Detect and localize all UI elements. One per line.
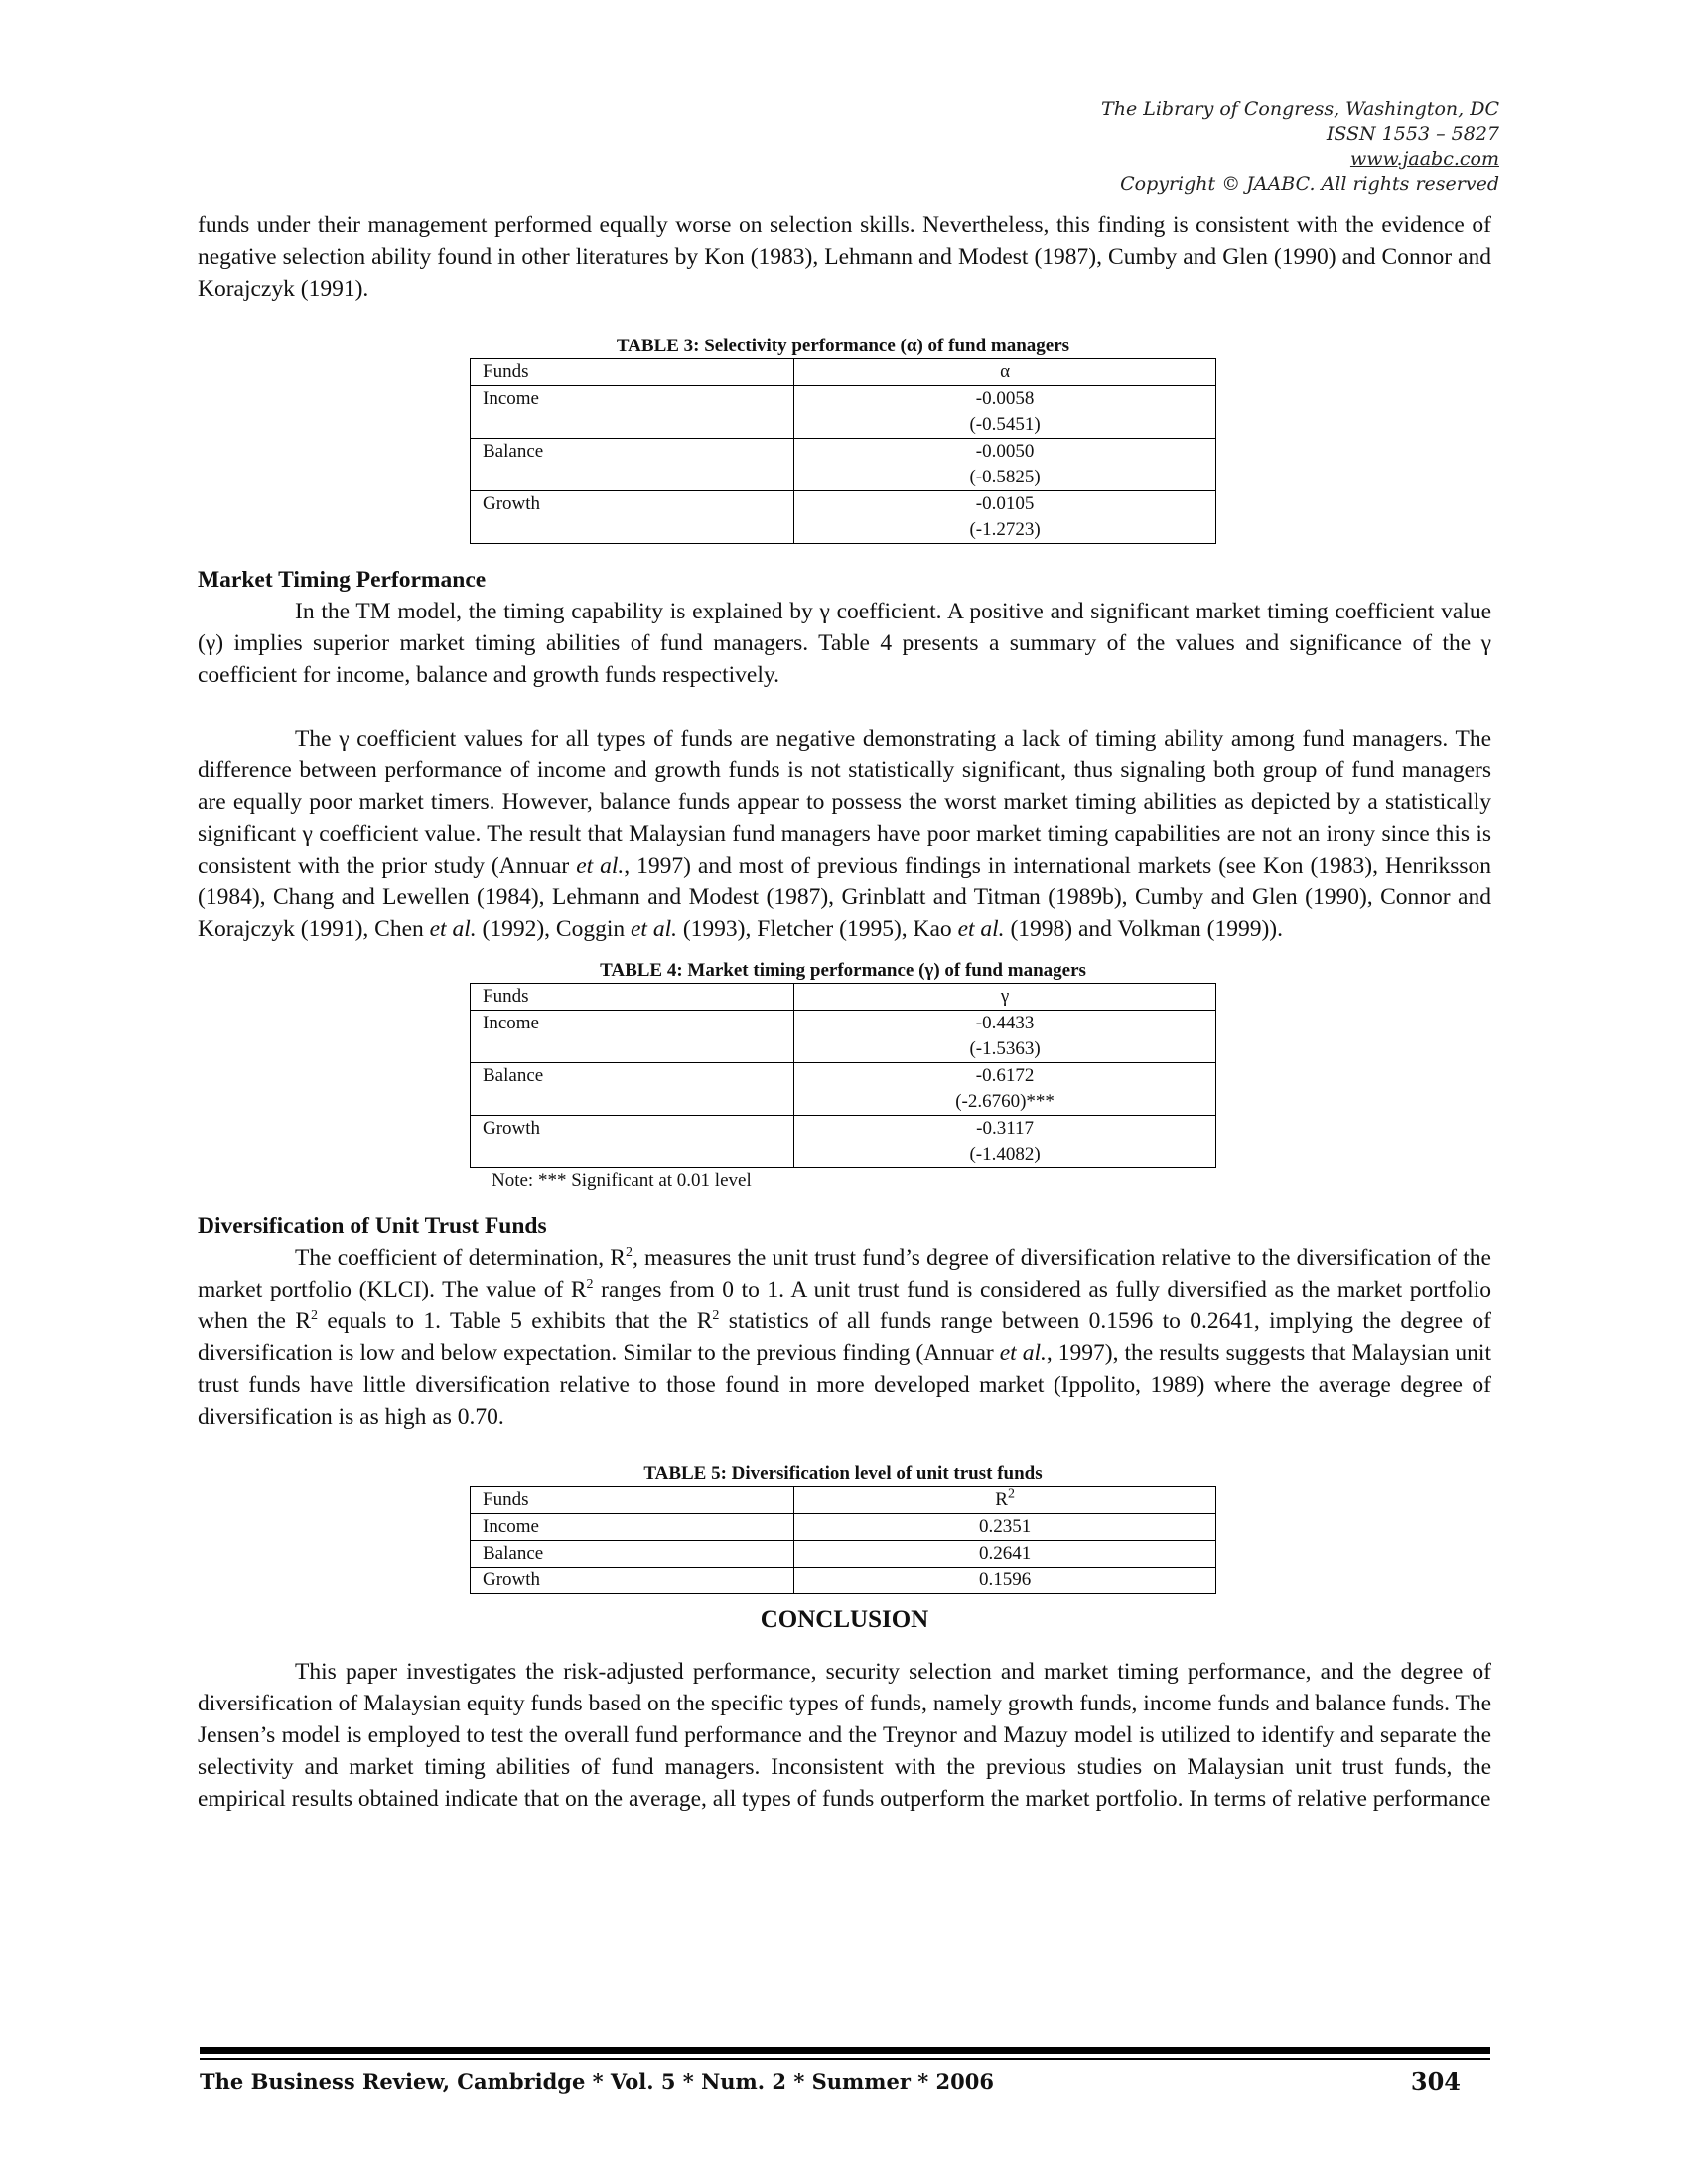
table-row: [471, 1011, 1216, 1063]
fund-name: Balance: [471, 1063, 794, 1116]
table-header-funds: Funds: [471, 359, 794, 386]
journal-footer: [200, 2065, 1461, 2099]
table-header-row: [471, 1487, 1216, 1514]
t-statistic: (-2.6760)***: [955, 1091, 1055, 1112]
footer-rule-thin: [200, 2058, 1490, 2060]
table-header-alpha: α: [794, 359, 1216, 386]
t-statistic: (-0.5451): [969, 414, 1041, 435]
fund-name: Balance: [471, 439, 794, 491]
header-website-link[interactable]: www.jaabc.com: [1349, 148, 1499, 170]
table-header-row: [471, 984, 1216, 1011]
coefficient-value: -0.6172: [975, 1065, 1035, 1086]
conclusion-paragraph: This paper investigates the risk-adjusted performance, security selection and market timing performance, and the degree of diversification of Malaysian equity funds based on the specific types of funds, namely growth funds, income funds and balance funds. The Jensen’s model is employed to test the overall fund performance and the Treynor and Mazuy model is utilized to identify and separate the selectivity and market timing abilities of fund managers. Inconsistent with the previous studies on Malaysian unit trust funds, the empirical results obtained indicate that on the average, all types of funds outperform the market portfolio. In terms of relative performance: [198, 1659, 1491, 1812]
page-body: [198, 209, 1491, 1815]
table-row: [471, 439, 1216, 491]
timing-paragraph-2: The γ coefficient values for all types of funds are negative demonstrating a lack of timing ability among fund managers. The difference between performance of income and growth funds is not statistically significant, thus signaling both group of fund managers are equally poor market timers. However, balance funds appear to possess the worst market timing abilities as depicted by a statistically significant γ coefficient value. The result that Malaysian fund managers have poor market timing capabilities are not an irony since this is consistent with the prior study (Annuar et al., 1997) and most of previous findings in international markets (see Kon (1983), Henriksson (1984), Chang and Lewellen (1984), Lehmann and Modest (1987), Grinblatt and Titman (1989b), Cumby and Glen (1990), Connor and Korajczyk (1991), Chen et al. (1992), Coggin et al. (1993), Fletcher (1995), Kao et al. (1998) and Volkman (1999)).: [198, 726, 1492, 942]
fund-name: Growth: [471, 491, 794, 544]
table-row: [471, 1514, 1216, 1541]
journal-header: [1003, 97, 1499, 197]
table-3-caption: TABLE 3: Selectivity performance (α) of fund managers: [616, 336, 1070, 356]
fund-name: Income: [471, 386, 794, 439]
table-4-note: Note: *** Significant at 0.01 level: [492, 1170, 752, 1191]
table-header-funds: Funds: [471, 984, 794, 1011]
section-heading-conclusion: CONCLUSION: [760, 1606, 929, 1633]
table-header-gamma: γ: [794, 984, 1216, 1011]
coefficient-value: -0.0058: [975, 388, 1035, 409]
section-heading-diversification: Diversification of Unit Trust Funds: [198, 1213, 547, 1239]
table-5: [470, 1462, 1216, 1594]
fund-name: Income: [471, 1011, 794, 1063]
table-3: [470, 335, 1216, 544]
r-squared-value: 0.2641: [794, 1541, 1216, 1568]
fund-name: Income: [471, 1514, 794, 1541]
coefficient-value: -0.0105: [975, 493, 1035, 514]
table-row: [471, 386, 1216, 439]
header-issn: ISSN 1553 – 5827: [1326, 123, 1499, 145]
table-header-funds: Funds: [471, 1487, 794, 1514]
page-number: 304: [1410, 2067, 1461, 2096]
table-row: [471, 491, 1216, 544]
header-copyright: Copyright © JAABC. All rights reserved: [1120, 173, 1499, 195]
table-header-r-squared: $R^2$: [794, 1487, 1216, 1514]
t-statistic: (-1.4082): [969, 1144, 1041, 1164]
table-header-row: [471, 359, 1216, 386]
table-row: [471, 1116, 1216, 1168]
table-row: [471, 1063, 1216, 1116]
intro-paragraph: funds under their management performed equally worse on selection skills. Nevertheless, this finding is consistent with the evidence of negative selection ability found in other literatures by Kon (1983), Lehmann and Modest (1987), Cumby and Glen (1990) and Connor and Korajczyk (1991).: [198, 212, 1491, 302]
table-row: [471, 1541, 1216, 1568]
fund-name: Balance: [471, 1541, 794, 1568]
t-statistic: (-1.2723): [969, 519, 1041, 540]
section-heading-market-timing: Market Timing Performance: [198, 567, 487, 593]
r-squared-value: 0.2351: [794, 1514, 1216, 1541]
footer-journal-info: The Business Review, Cambridge * Vol. 5 * Num. 2 * Summer * 2006: [200, 2069, 994, 2094]
header-library: The Library of Congress, Washington, DC: [1101, 98, 1499, 120]
coefficient-value: -0.3117: [976, 1118, 1034, 1139]
t-statistic: (-1.5363): [969, 1038, 1041, 1059]
table-row: [471, 1568, 1216, 1594]
r-squared-value: 0.1596: [794, 1568, 1216, 1594]
timing-paragraph-1: In the TM model, the timing capability is explained by γ coefficient. A positive and significant market timing coefficient value (γ) implies superior market timing abilities of fund managers. Table 4 presents a summary of the values and significance of the γ coefficient for income, balance and growth funds respectively.: [198, 599, 1491, 688]
table-5-caption: TABLE 5: Diversification level of unit trust funds: [643, 1463, 1043, 1484]
coefficient-value: -0.0050: [975, 441, 1035, 462]
coefficient-value: -0.4433: [975, 1013, 1035, 1033]
fund-name: Growth: [471, 1116, 794, 1168]
fund-name: Growth: [471, 1568, 794, 1594]
t-statistic: (-0.5825): [969, 467, 1041, 487]
diversification-paragraph: The coefficient of determination, $R^2$, measures the unit trust fund’s degree of diversification relative to the diversification of the market portfolio (KLCI). The value of $R^2$ ranges from 0 to 1. A unit trust fund is considered as fully diversified as the market portfolio when the $R^2$ equals to 1. Table 5 exhibits that the $R^2$ statistics of all funds range between 0.1596 to 0.2641, implying the degree of diversification is low and below expectation. Similar to the previous finding (Annuar et al., 1997), the results suggests that Malaysian unit trust funds have little diversification relative to those found in more developed market (Ippolito, 1989) where the average degree of diversification is as high as 0.70.: [198, 1245, 1491, 1430]
table-4: [470, 959, 1216, 1194]
footer-rule-thick: [200, 2047, 1490, 2054]
table-4-caption: TABLE 4: Market timing performance (γ) of fund managers: [600, 960, 1086, 981]
